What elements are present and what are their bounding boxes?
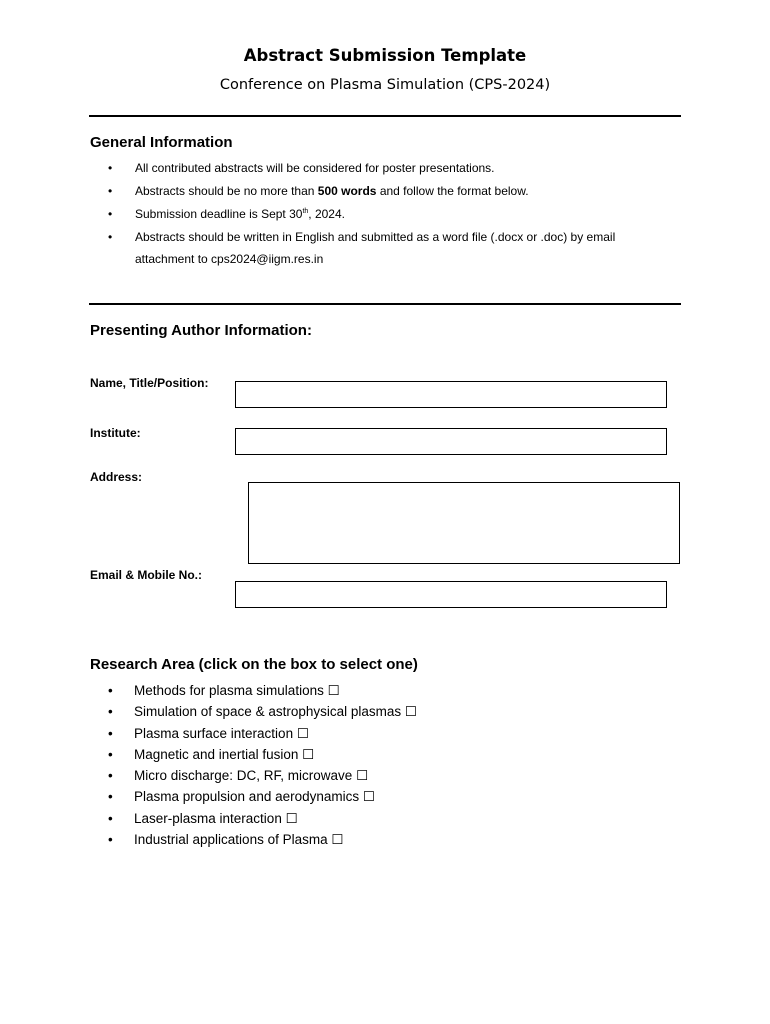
- research-item-label: Plasma surface interaction: [134, 725, 294, 741]
- document-title: Abstract Submission Template: [243, 46, 527, 65]
- conference-subtitle: Conference on Plasma Simulation (CPS-2024): [219, 77, 551, 93]
- email-mobile-field[interactable]: [235, 581, 667, 608]
- list-item: [108, 226, 615, 270]
- research-checkbox[interactable]: ☐: [302, 746, 315, 762]
- research-checkbox[interactable]: ☐: [362, 789, 375, 805]
- bullet: •: [108, 683, 113, 698]
- research-item-label: Laser-plasma interaction: [134, 810, 282, 826]
- research-item-label: Plasma propulsion and aerodynamics: [134, 789, 360, 805]
- bullet: •: [108, 789, 113, 805]
- bullet: •: [108, 746, 113, 762]
- divider: [89, 115, 681, 117]
- name-label: Name, Title/Position:: [90, 376, 209, 390]
- institute-label: Institute:: [90, 426, 141, 440]
- divider: [89, 303, 681, 305]
- bullet: •: [108, 725, 113, 741]
- list-item-text: All contributed abstracts will be considered for poster presentations.: [135, 161, 495, 175]
- research-area-heading: Research Area (click on the box to select one): [90, 656, 418, 673]
- research-item-label: Magnetic and inertial fusion: [134, 746, 299, 762]
- email-label: Email & Mobile No.:: [90, 568, 203, 582]
- research-checkbox[interactable]: ☐: [356, 768, 369, 784]
- bullet: •: [108, 207, 113, 221]
- list-item: [108, 747, 417, 768]
- list-item: [108, 704, 417, 725]
- research-checkbox[interactable]: ☐: [296, 725, 309, 741]
- research-item-label: Industrial applications of Plasma: [134, 832, 328, 848]
- research-checkbox[interactable]: ☐: [285, 810, 298, 826]
- bullet: •: [108, 230, 113, 244]
- research-checkbox[interactable]: ☐: [404, 704, 418, 720]
- word-limit: 500 words: [317, 184, 377, 198]
- general-info-heading: General Information: [90, 134, 233, 151]
- institute-field[interactable]: [235, 428, 667, 455]
- research-item-label: Micro discharge: DC, RF, microwave: [134, 768, 353, 784]
- deadline-year: , 2024.: [308, 207, 345, 221]
- bullet: •: [108, 184, 113, 198]
- list-item: [108, 184, 615, 207]
- list-item-text: Abstracts should be written in English and submitted as a word file (.docx or .doc) by email: [135, 230, 616, 244]
- list-item: [108, 811, 417, 832]
- address-label: Address:: [90, 470, 143, 484]
- bullet: •: [108, 704, 113, 720]
- research-item-label: Methods for plasma simulations: [134, 683, 324, 698]
- ordinal-suffix: th: [302, 208, 309, 215]
- email-instruction: attachment to cps2024@iigm.res.in: [135, 252, 324, 266]
- list-item-text: and follow the format below.: [376, 184, 529, 198]
- bullet: •: [108, 810, 113, 826]
- research-checkbox[interactable]: ☐: [331, 832, 344, 848]
- general-info-list: [108, 161, 615, 270]
- list-item: [108, 726, 417, 747]
- author-info-heading: Presenting Author Information:: [90, 322, 312, 339]
- list-item-text: Abstracts should be no more than: [135, 184, 318, 198]
- bullet: •: [108, 768, 113, 784]
- list-item: [108, 832, 417, 853]
- address-field[interactable]: [248, 482, 680, 564]
- name-field[interactable]: [235, 381, 667, 408]
- bullet: •: [108, 832, 113, 848]
- bullet: •: [108, 161, 113, 175]
- list-item: [108, 683, 417, 704]
- research-area-list: [108, 683, 417, 853]
- list-item: [108, 789, 417, 810]
- research-item-label: Simulation of space & astrophysical plasmas: [134, 704, 402, 720]
- list-item: [108, 161, 615, 184]
- deadline-text: Submission deadline is Sept 30: [135, 207, 303, 221]
- research-checkbox[interactable]: ☐: [327, 683, 340, 698]
- list-item: [108, 768, 417, 789]
